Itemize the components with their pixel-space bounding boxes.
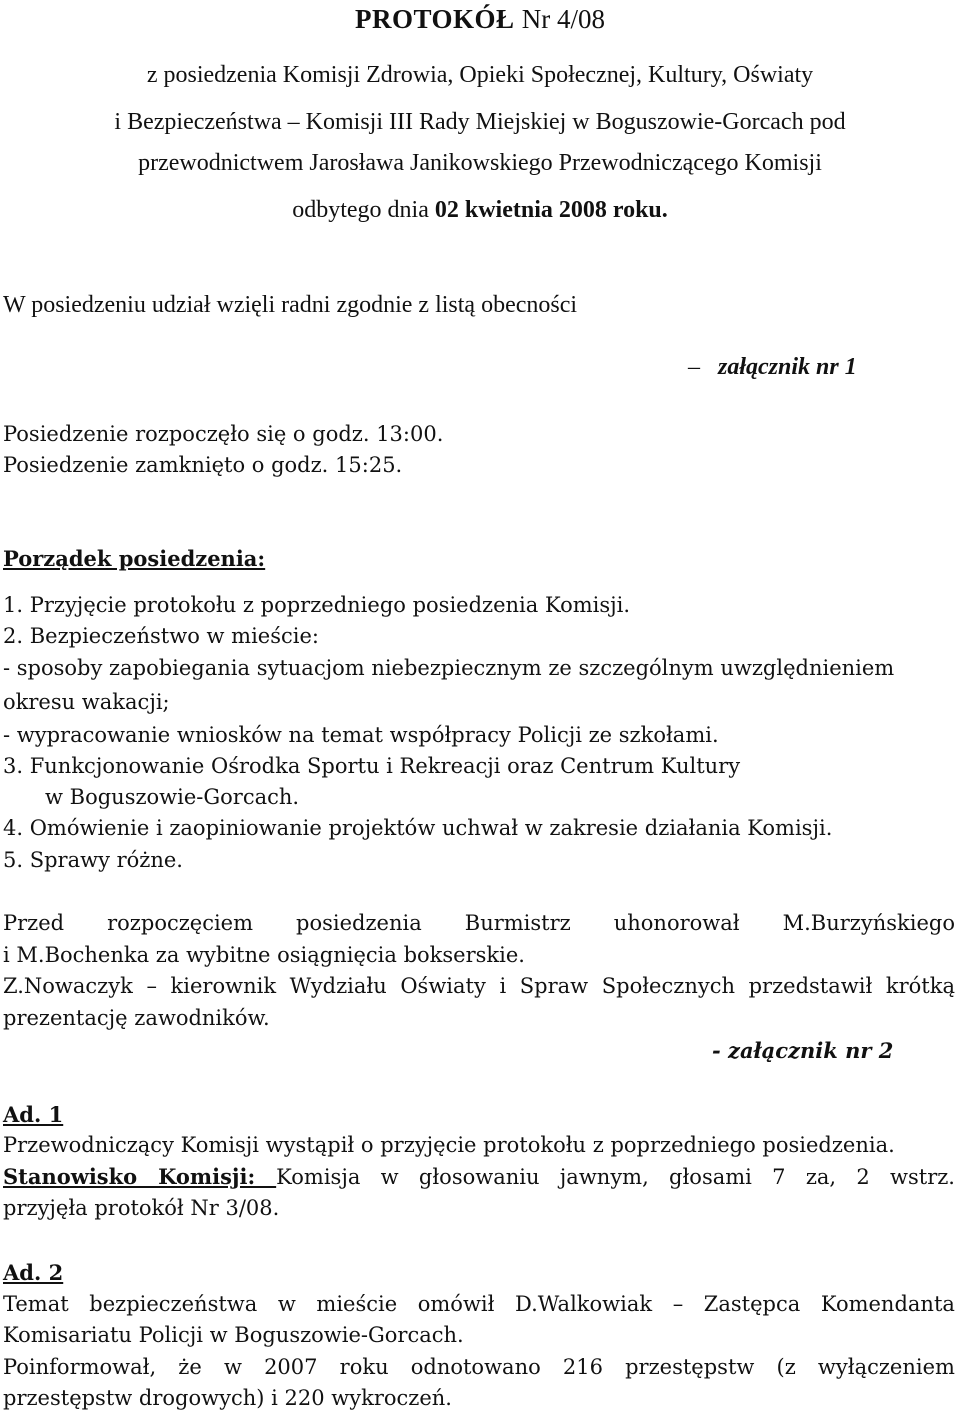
- agenda-item-1: 1. Przyjęcie protokołu z poprzedniego posiedzenia Komisji.: [3, 593, 631, 617]
- word: posiedzenia: [296, 911, 422, 935]
- meeting-start: Posiedzenie rozpoczęło się o godz. 13:00.: [3, 422, 444, 446]
- word: odnotowano: [410, 1355, 541, 1379]
- meeting-end: Posiedzenie zamknięto o godz. 15:25.: [3, 453, 403, 477]
- word: krótką: [885, 974, 955, 998]
- agenda-heading: Porządek posiedzenia:: [3, 546, 266, 571]
- word: –: [672, 1292, 684, 1316]
- ad2-line-4: przestępstw drogowych) i 220 wykroczeń.: [3, 1386, 452, 1410]
- word: przedstawił: [748, 974, 873, 998]
- word: (z: [776, 1355, 796, 1379]
- word: Oświaty: [400, 974, 486, 998]
- word: 7: [772, 1165, 786, 1189]
- word: Wydziału: [289, 974, 387, 998]
- ad1-stance-line: [3, 1164, 955, 1189]
- ad2-line-1: [3, 1292, 955, 1316]
- attachment-1: [688, 354, 857, 381]
- agenda-item-4: 4. Omówienie i zaopiniowanie projektów uchwał w zakresie działania Komisji.: [3, 816, 833, 840]
- agenda-item-2b: - wypracowanie wniosków na temat współpracy Policji ze szkołami.: [3, 723, 719, 747]
- before-paragraph-line-2: i M.Bochenka za wybitne osiągnięcia bokserskie.: [3, 943, 525, 967]
- presentation-line-2: prezentację zawodników.: [3, 1006, 270, 1030]
- before-paragraph-line-1: [3, 911, 955, 935]
- ad2-line-2: Komisariatu Policji w Boguszowie-Gorcach.: [3, 1323, 464, 1347]
- attachment-dash: –: [688, 354, 700, 380]
- word: uhonorował: [613, 911, 740, 935]
- word: w: [277, 1292, 296, 1316]
- attachment-2: - załącznik nr 2: [712, 1038, 894, 1063]
- intro-line-2: i Bezpieczeństwa – Komisji III Rady Miejskiej w Boguszowie-Gorcach pod: [114, 109, 846, 135]
- word: Przed: [3, 911, 65, 935]
- word: Spraw: [519, 974, 589, 998]
- agenda-item-2a: - sposoby zapobiegania sytuacjom niebezpiecznym ze szczególnym uwzględnieniem: [3, 656, 895, 680]
- presentation-line-1: [3, 974, 955, 998]
- word: 2: [856, 1165, 870, 1189]
- word: za,: [805, 1165, 837, 1189]
- word: –: [146, 974, 157, 998]
- attachment-1-label: załącznik nr 1: [718, 354, 857, 380]
- word: Z.Nowaczyk: [3, 974, 133, 998]
- word: rozpoczęciem: [107, 911, 254, 935]
- word: wstrz.: [890, 1165, 955, 1189]
- agenda-item-2a-cont: okresu wakacji;: [3, 690, 170, 714]
- word: Poinformował,: [3, 1355, 157, 1379]
- intro-date-prefix: odbytego dnia: [292, 197, 435, 223]
- word: jawnym,: [559, 1165, 649, 1189]
- meeting-date: 02 kwietnia 2008 roku.: [434, 197, 668, 223]
- ad1-heading: Ad. 1: [3, 1102, 64, 1127]
- protocol-title: [0, 4, 960, 35]
- word: przestępstw: [625, 1355, 755, 1379]
- protocol-number: Nr 4/08: [521, 4, 606, 34]
- word: bezpieczeństwa: [89, 1292, 258, 1316]
- word: głosami: [669, 1165, 752, 1189]
- word: Komisja: [276, 1165, 361, 1189]
- stance-label: Stanowisko Komisji:: [3, 1164, 277, 1189]
- ad1-line-3: przyjęła protokół Nr 3/08.: [3, 1196, 280, 1220]
- intro-line-4: [0, 198, 960, 222]
- word: mieście: [316, 1292, 398, 1316]
- word: omówił: [417, 1292, 495, 1316]
- title-word: PROTOKÓŁ: [354, 4, 515, 34]
- word: 216: [562, 1355, 603, 1379]
- intro-line-1: z posiedzenia Komisji Zdrowia, Opieki Społecznej, Kultury, Oświaty: [146, 62, 814, 88]
- word: i: [499, 974, 507, 998]
- agenda-item-2: 2. Bezpieczeństwo w mieście:: [3, 624, 319, 648]
- word: Burmistrz: [464, 911, 571, 935]
- ad2-line-3: [3, 1355, 955, 1379]
- word: kierownik: [170, 974, 277, 998]
- word: Temat: [3, 1292, 69, 1316]
- ad1-line-1: Przewodniczący Komisji wystąpił o przyjęcie protokołu z poprzedniego posiedzenia.: [3, 1133, 895, 1157]
- word: 2007: [264, 1355, 318, 1379]
- word: w: [223, 1355, 242, 1379]
- word: w: [380, 1165, 399, 1189]
- agenda-item-3: 3. Funkcjonowanie Ośrodka Sportu i Rekreacji oraz Centrum Kultury: [3, 754, 741, 778]
- word: Społecznych: [601, 974, 735, 998]
- intro-line-3: przewodnictwem Jarosława Janikowskiego Przewodniczącego Komisji: [138, 150, 822, 176]
- ad2-heading: Ad. 2: [3, 1260, 64, 1285]
- agenda-item-3-cont: w Boguszowie-Gorcach.: [45, 785, 300, 809]
- agenda-item-5: 5. Sprawy różne.: [3, 848, 183, 872]
- word: M.Burzyńskiego: [782, 911, 955, 935]
- word: głosowaniu: [418, 1165, 540, 1189]
- word: Komendanta: [820, 1292, 955, 1316]
- word: Zastępca: [703, 1292, 801, 1316]
- word: wyłączeniem: [817, 1355, 955, 1379]
- word: roku: [339, 1355, 389, 1379]
- word: że: [178, 1355, 202, 1379]
- attendance-text: W posiedzeniu udział wzięli radni zgodnie z listą obecności: [3, 292, 578, 318]
- word: D.Walkowiak: [515, 1292, 653, 1316]
